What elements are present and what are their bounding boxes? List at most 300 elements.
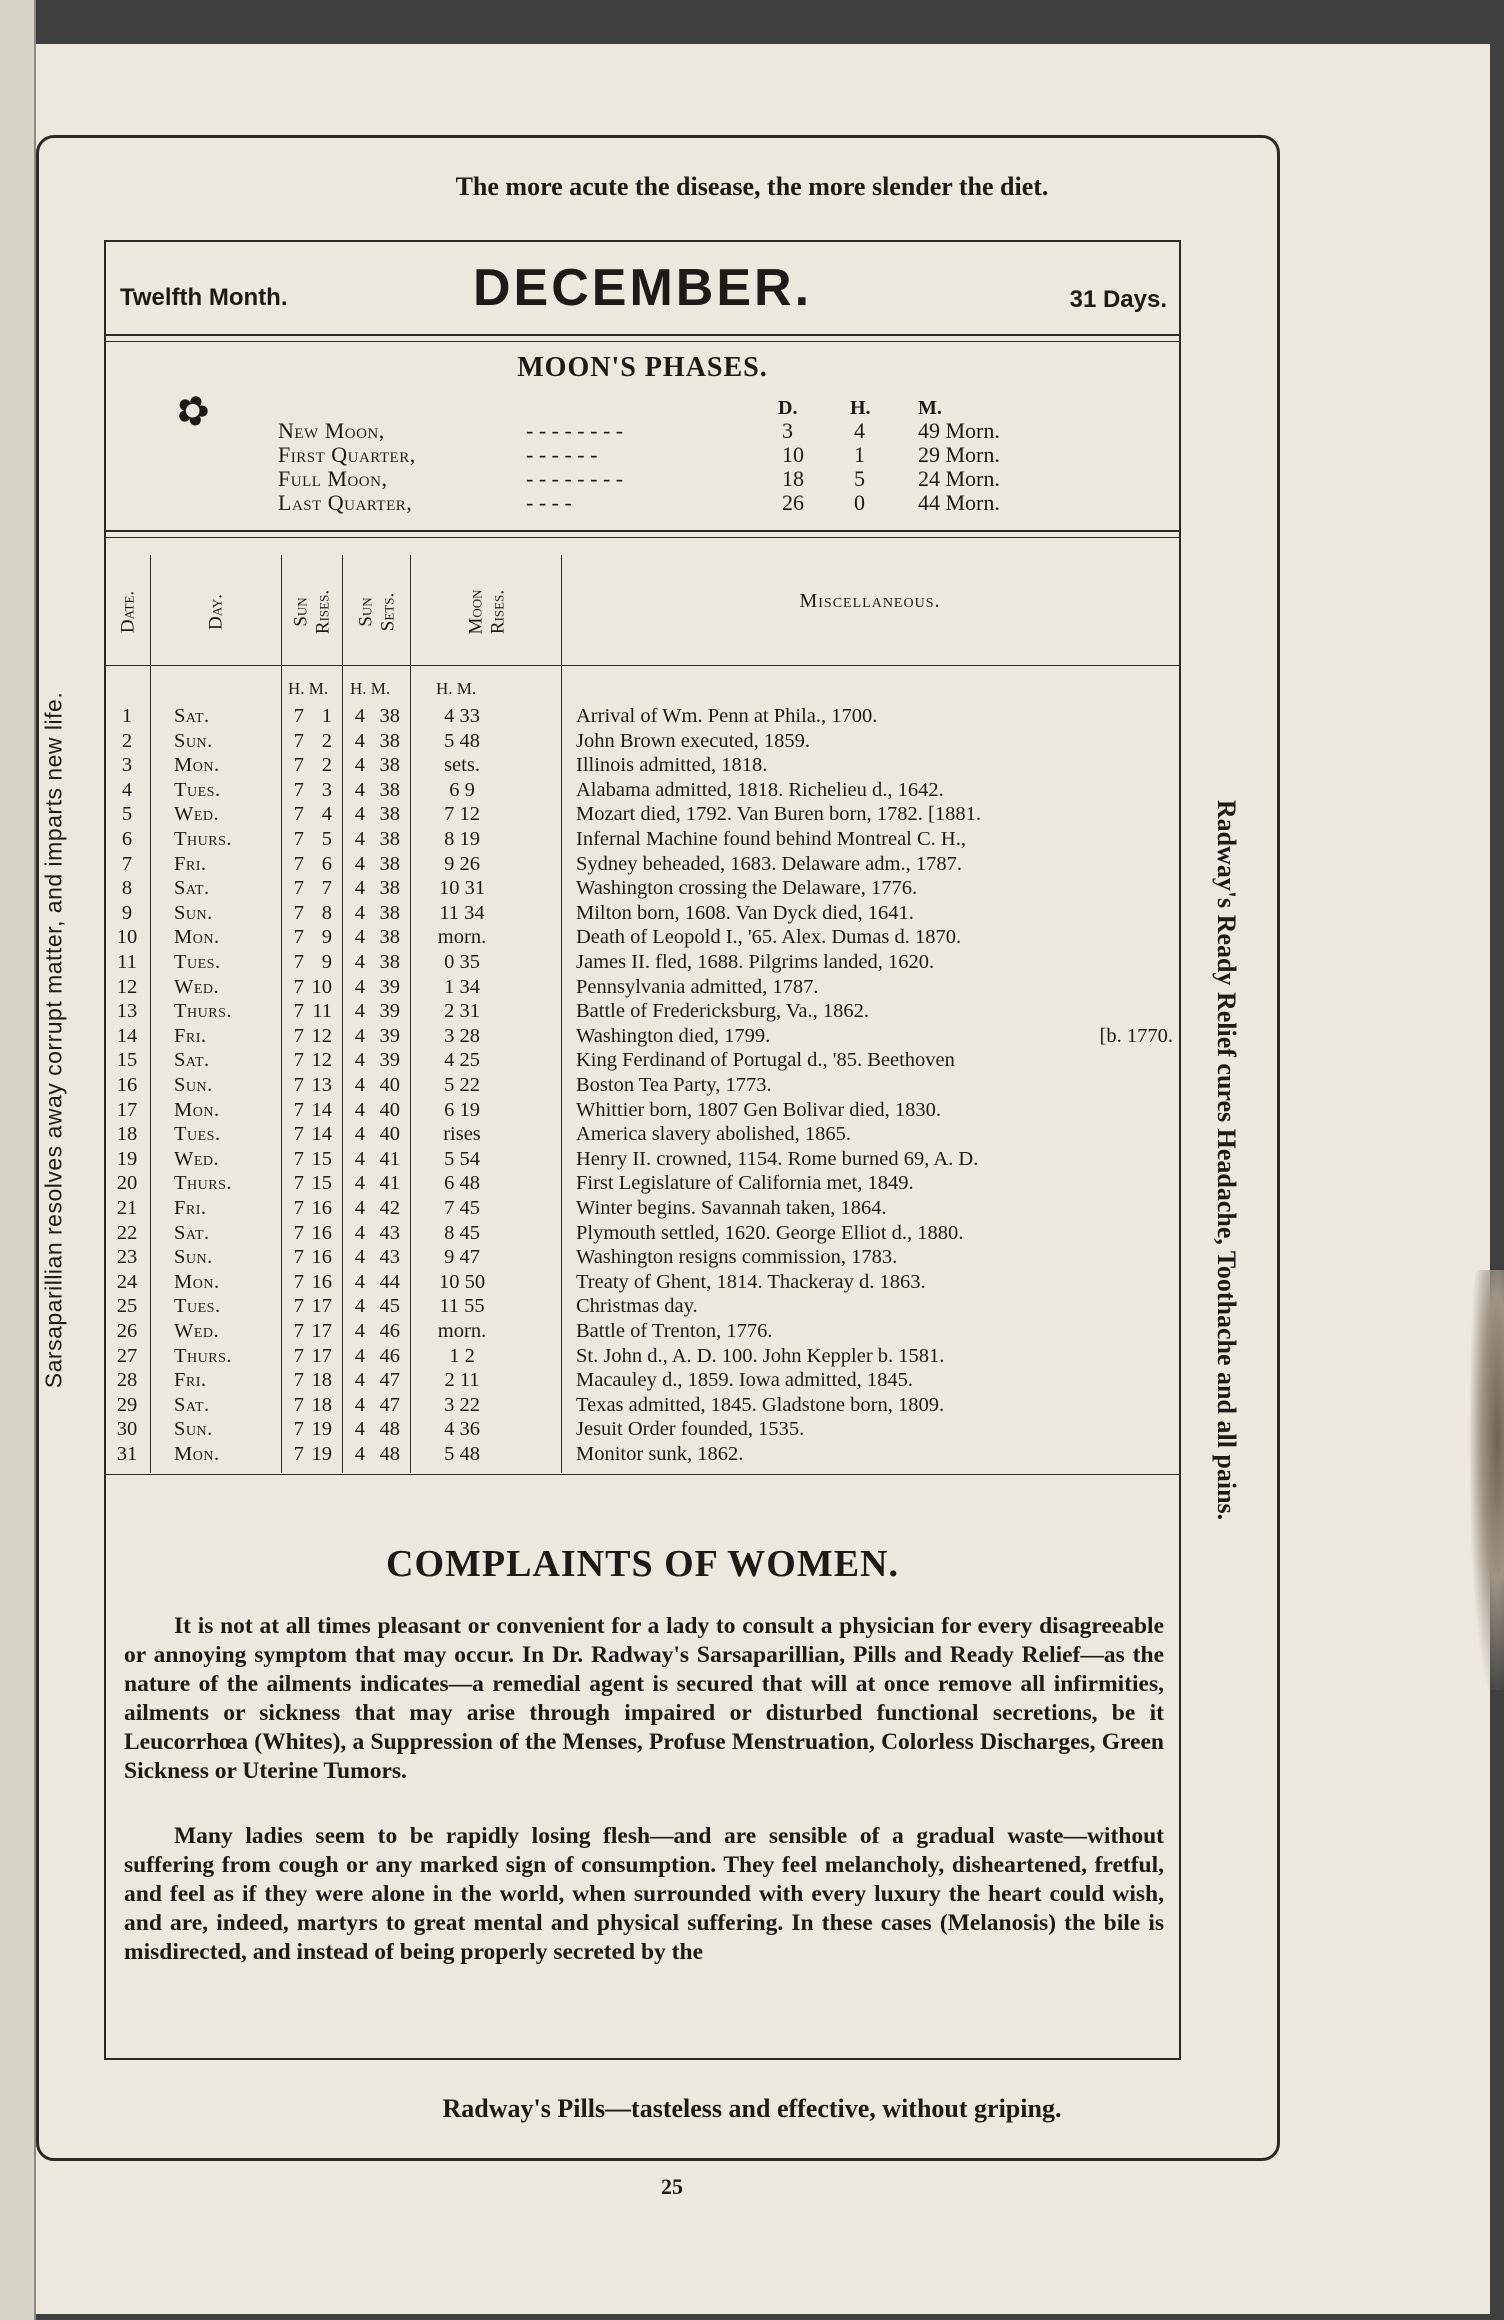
row-sun-rises-minute: 14 (311, 1123, 332, 1146)
row-miscellaneous: Macauley d., 1859. Iowa admitted, 1845. (576, 1369, 914, 1392)
row-sun-rises-hour: 7 (293, 1369, 304, 1392)
row-sun-rises-minute: 15 (311, 1147, 332, 1170)
complaints-paragraph-2: Many ladies seem to be rapidly losing flesh—and are sensible of a gradual waste—without suffering from cough or any marked sign of consumption. They feel melancholy, disheartened, fretful, and feel as if they were alone in the world, when surrounded with every luxury the heart could wish, and are, indeed, martyrs to great mental and physical suffering. In these cases (Melanosis) the bile is misdirected, and instead of being properly secreted by the (124, 1823, 1164, 1965)
moon-phase-day: 18 (782, 466, 804, 491)
row-miscellaneous: Washington resigns commission, 1783. (576, 1246, 898, 1269)
col-miscellaneous: Miscellaneous. (799, 590, 941, 612)
row-day: Sat. (174, 1393, 210, 1416)
row-sun-sets-minute: 46 (379, 1320, 400, 1342)
row-day: Mon. (174, 1270, 220, 1293)
row-date: 24 (116, 1270, 138, 1293)
row-day: Wed. (174, 1147, 220, 1170)
row-sun-sets-minute: 38 (379, 926, 400, 949)
row-sun-rises-hour: 7 (293, 828, 304, 850)
row-miscellaneous: Washington crossing the Delaware, 1776. (576, 877, 918, 900)
calendar-row (106, 1320, 1179, 1345)
row-sun-rises-hour: 7 (293, 1024, 304, 1047)
row-sun-sets-hour: 4 (354, 1197, 365, 1219)
row-miscellaneous: Texas admitted, 1845. Gladstone born, 1809. (576, 1393, 945, 1416)
row-sun-sets-hour: 4 (354, 778, 365, 801)
row-sun-sets-hour: 4 (354, 1344, 365, 1367)
row-sun-rises-minute: 14 (311, 1098, 332, 1121)
calendar-row (106, 1246, 1179, 1271)
row-date: 26 (116, 1320, 138, 1342)
row-miscellaneous: Illinois admitted, 1818. (576, 754, 768, 777)
row-sun-sets-hour: 4 (354, 1123, 365, 1146)
row-sun-rises-minute: 19 (311, 1443, 332, 1465)
row-sun-rises-hour: 7 (293, 926, 304, 949)
row-sun-rises-hour: 7 (293, 975, 304, 998)
row-date: 27 (116, 1344, 138, 1367)
row-sun-rises-hour: 7 (293, 1418, 304, 1441)
row-sun-rises-hour: 7 (293, 1147, 304, 1170)
row-sun-sets-minute: 38 (379, 951, 400, 973)
row-sun-sets-minute: 38 (379, 877, 400, 900)
row-sun-sets-hour: 4 (354, 852, 365, 875)
calendar-row (106, 1271, 1179, 1296)
row-sun-sets-minute: 38 (379, 729, 400, 752)
row-day: Mon. (174, 926, 220, 949)
moon-phase-row (106, 466, 1179, 491)
row-sun-sets-minute: 39 (379, 1024, 400, 1047)
row-date: 17 (116, 1098, 138, 1121)
row-sun-rises-minute: 1 (321, 705, 332, 727)
calendar-row (106, 951, 1179, 976)
row-day: Mon. (174, 1098, 220, 1121)
row-date: 29 (116, 1393, 138, 1416)
month-ordinal: Twelfth Month. (120, 284, 288, 311)
row-moon-rises: 3 22 (444, 1393, 480, 1416)
row-sun-rises-minute: 12 (311, 1024, 332, 1047)
row-date: 28 (116, 1369, 138, 1392)
row-sun-sets-minute: 44 (379, 1270, 400, 1293)
row-moon-rises: 3 28 (444, 1024, 480, 1047)
row-moon-rises: 9 26 (444, 852, 480, 875)
col-day: Day. (205, 593, 227, 631)
row-sun-rises-minute: 2 (321, 754, 332, 777)
moon-phase-minute: 24 Morn. (918, 466, 1000, 491)
row-date: 9 (121, 901, 133, 924)
row-sun-sets-hour: 4 (354, 1172, 365, 1195)
calendar-frame (104, 240, 1181, 2060)
row-date: 22 (116, 1221, 138, 1244)
row-sun-sets-minute: 48 (379, 1418, 400, 1441)
col-sun-sets-1: Sun (355, 597, 377, 627)
row-sun-rises-minute: 6 (321, 852, 332, 875)
row-day: Sun. (174, 729, 213, 752)
row-moon-rises: 6 9 (449, 778, 475, 801)
bottom-motto: Radway's Pills—tasteless and effective, without griping. (442, 2094, 1062, 2123)
row-sun-rises-minute: 5 (321, 828, 332, 850)
complaints-title: COMPLAINTS OF WOMEN. (386, 1543, 899, 1585)
row-moon-rises: 4 25 (444, 1049, 480, 1072)
row-date: 19 (116, 1147, 138, 1170)
row-sun-sets-minute: 40 (379, 1074, 400, 1096)
row-sun-sets-minute: 38 (379, 754, 400, 777)
row-sun-rises-minute: 17 (311, 1320, 332, 1342)
row-sun-sets-hour: 4 (354, 1393, 365, 1416)
row-moon-rises: 5 48 (444, 729, 480, 752)
row-sun-sets-minute: 38 (379, 852, 400, 875)
row-sun-sets-minute: 40 (379, 1098, 400, 1121)
row-sun-rises-hour: 7 (293, 1197, 304, 1219)
row-sun-rises-minute: 18 (311, 1393, 332, 1416)
row-sun-rises-minute: 7 (321, 877, 332, 900)
row-sun-sets-hour: 4 (354, 1024, 365, 1047)
row-miscellaneous: Jesuit Order founded, 1535. (576, 1418, 805, 1441)
col-moon-rises-2: Rises. (487, 589, 509, 635)
moon-phase-name: New Moon, (278, 418, 385, 443)
row-moon-rises: 1 2 (449, 1344, 475, 1367)
row-date: 31 (116, 1443, 138, 1465)
row-miscellaneous: James II. fled, 1688. Pilgrims landed, 1620. (576, 951, 935, 973)
row-moon-rises: 4 33 (444, 705, 480, 727)
row-moon-rises: sets. (444, 754, 480, 777)
moon-rule (106, 530, 1179, 538)
row-sun-sets-minute: 39 (379, 1000, 400, 1023)
moon-phases-title: MOON'S PHASES. (517, 352, 768, 383)
row-date: 8 (121, 877, 133, 900)
row-sun-sets-minute: 47 (379, 1393, 400, 1416)
row-sun-rises-hour: 7 (293, 1320, 304, 1342)
col-sun-sets-2: Sets. (377, 592, 399, 632)
row-sun-sets-hour: 4 (354, 926, 365, 949)
row-sun-rises-hour: 7 (293, 852, 304, 875)
row-sun-sets-minute: 46 (379, 1344, 400, 1367)
row-sun-sets-minute: 47 (379, 1369, 400, 1392)
row-sun-rises-minute: 3 (321, 778, 332, 801)
row-moon-rises: 5 48 (444, 1443, 480, 1465)
moon-phase-row (106, 442, 1179, 467)
calendar-row (106, 853, 1179, 878)
row-sun-rises-minute: 9 (321, 926, 332, 949)
moon-phase-minute: 29 Morn. (918, 442, 1000, 467)
row-moon-rises: morn. (437, 1320, 487, 1342)
row-moon-rises: 2 11 (444, 1369, 480, 1392)
row-day: Sat. (174, 877, 210, 900)
row-sun-sets-hour: 4 (354, 1443, 365, 1465)
row-miscellaneous: Washington died, 1799. (576, 1024, 771, 1047)
row-miscellaneous: Christmas day. (576, 1295, 698, 1318)
row-moon-rises: 2 31 (444, 1000, 480, 1023)
row-miscellaneous: Treaty of Ghent, 1814. Thackeray d. 1863. (576, 1270, 926, 1293)
row-sun-rises-minute: 15 (311, 1172, 332, 1195)
row-moon-rises: 6 48 (444, 1172, 480, 1195)
row-date: 2 (121, 729, 133, 752)
calendar-row (106, 1197, 1179, 1222)
col-sun-rises-2: Rises. (312, 589, 334, 635)
row-miscellaneous: St. John d., A. D. 100. John Keppler b. 1581. (576, 1344, 945, 1367)
row-date: 11 (117, 951, 137, 973)
moon-phase-minute: 49 Morn. (918, 418, 1000, 443)
row-day: Tues. (174, 1123, 221, 1146)
row-sun-sets-hour: 4 (354, 1369, 365, 1392)
row-sun-rises-minute: 16 (311, 1221, 332, 1244)
row-sun-sets-minute: 39 (379, 1049, 400, 1072)
moon-phase-name: Last Quarter, (278, 490, 413, 515)
row-day: Sat. (174, 1049, 210, 1072)
row-moon-rises: 10 31 (438, 877, 486, 900)
calendar-row (106, 1345, 1179, 1370)
month-title: DECEMBER. (472, 259, 813, 317)
row-moon-rises: 8 45 (444, 1221, 480, 1244)
moon-phase-name: First Quarter, (278, 442, 416, 467)
col-sun-rises-1: Sun (290, 597, 312, 627)
hm-moon: H. M. (436, 679, 477, 698)
calendar-row (106, 1123, 1179, 1148)
calendar-row (106, 926, 1179, 951)
row-sun-sets-hour: 4 (354, 1270, 365, 1293)
calendar-row (106, 1222, 1179, 1247)
row-sun-sets-hour: 4 (354, 1320, 365, 1342)
moon-phase-row (106, 490, 1179, 515)
calendar-row (106, 976, 1179, 1001)
row-day: Thurs. (174, 828, 232, 850)
row-date: 18 (116, 1123, 138, 1146)
row-sun-rises-minute: 18 (311, 1369, 332, 1392)
row-sun-sets-hour: 4 (354, 1418, 365, 1441)
month-header (106, 242, 1179, 337)
row-sun-sets-hour: 4 (354, 705, 365, 727)
calendar-row (106, 1418, 1179, 1443)
row-sun-sets-hour: 4 (354, 1221, 365, 1244)
row-day: Fri. (174, 1197, 207, 1219)
row-date: 3 (121, 754, 133, 777)
row-miscellaneous: Battle of Fredericksburg, Va., 1862. (576, 1000, 870, 1023)
calendar-row (106, 828, 1179, 853)
calendar-row (106, 1049, 1179, 1074)
row-sun-rises-hour: 7 (293, 1443, 304, 1465)
row-sun-rises-hour: 7 (293, 754, 304, 777)
row-day: Thurs. (174, 1172, 232, 1195)
row-sun-rises-hour: 7 (293, 1344, 304, 1367)
row-day: Wed. (174, 803, 220, 826)
row-miscellaneous: Infernal Machine found behind Montreal C. H., (576, 828, 966, 850)
row-moon-rises: 7 45 (444, 1197, 480, 1219)
row-date: 14 (116, 1024, 138, 1047)
moon-phase-hour: 5 (854, 466, 865, 491)
row-sun-rises-hour: 7 (293, 1123, 304, 1146)
row-date: 15 (116, 1049, 138, 1072)
row-sun-sets-minute: 38 (379, 803, 400, 826)
row-miscellaneous: Milton born, 1608. Van Dyck died, 1641. (576, 901, 914, 924)
row-sun-sets-hour: 4 (354, 877, 365, 900)
col-moon-rises-1: Moon (465, 589, 487, 635)
top-motto: The more acute the disease, the more slender the diet. (455, 172, 1049, 201)
row-miscellaneous: Arrival of Wm. Penn at Phila., 1700. (576, 705, 878, 727)
row-date: 7 (121, 852, 133, 875)
row-day: Sun. (174, 1418, 213, 1441)
row-day: Mon. (174, 1443, 220, 1465)
calendar-row (106, 1074, 1179, 1099)
row-sun-rises-hour: 7 (293, 951, 304, 973)
row-sun-rises-hour: 7 (293, 877, 304, 900)
row-sun-sets-hour: 4 (354, 828, 365, 850)
row-miscellaneous: Battle of Trenton, 1776. (576, 1320, 773, 1342)
page-number: 25 (661, 2174, 683, 2199)
row-date: 25 (116, 1295, 138, 1318)
row-note: [b. 1770. (1099, 1024, 1173, 1047)
row-day: Wed. (174, 1320, 220, 1342)
facing-page-edge (0, 0, 36, 2320)
row-date: 30 (116, 1418, 138, 1441)
row-miscellaneous: America slavery abolished, 1865. (576, 1123, 851, 1146)
row-moon-rises: 8 19 (444, 828, 480, 850)
moon-phase-leader: - - - - - - - - (526, 466, 624, 491)
row-moon-rises: 5 22 (444, 1074, 480, 1096)
frame-bottom-rule (106, 2058, 1179, 2059)
row-day: Sat. (174, 705, 210, 727)
row-day: Sun. (174, 1246, 213, 1269)
row-sun-sets-hour: 4 (354, 975, 365, 998)
row-sun-rises-hour: 7 (293, 1074, 304, 1096)
hm-sun-rises: H. M. (288, 679, 329, 698)
moon-phase-leader: - - - - - - (526, 442, 598, 467)
row-miscellaneous: Henry II. crowned, 1154. Rome burned 69, A. D. (576, 1147, 979, 1170)
row-date: 5 (121, 803, 133, 826)
row-sun-sets-minute: 38 (379, 828, 400, 850)
moon-phase-day: 3 (782, 418, 793, 443)
row-date: 20 (116, 1172, 138, 1195)
row-sun-rises-minute: 16 (311, 1270, 332, 1293)
row-date: 10 (116, 926, 138, 949)
row-miscellaneous: Whittier born, 1807 Gen Bolivar died, 1830. (576, 1098, 941, 1121)
row-day: Tues. (174, 951, 221, 973)
row-sun-rises-hour: 7 (293, 1000, 304, 1023)
row-day: Tues. (174, 778, 221, 801)
row-sun-rises-minute: 2 (321, 729, 332, 752)
row-moon-rises: 0 35 (444, 951, 480, 973)
row-sun-rises-minute: 16 (311, 1197, 332, 1219)
row-miscellaneous: Death of Leopold I., '65. Alex. Dumas d. 1870. (576, 926, 962, 949)
row-moon-rises: 10 50 (438, 1270, 486, 1293)
row-sun-sets-hour: 4 (354, 1098, 365, 1121)
row-sun-sets-minute: 41 (379, 1172, 400, 1195)
row-sun-rises-hour: 7 (293, 729, 304, 752)
row-date: 13 (116, 1000, 138, 1023)
row-sun-sets-minute: 38 (379, 705, 400, 727)
moon-col-d: D. (778, 397, 798, 419)
row-moon-rises: 9 47 (444, 1246, 480, 1269)
row-date: 21 (116, 1197, 138, 1219)
row-day: Thurs. (174, 1344, 232, 1367)
row-day: Fri. (174, 1024, 207, 1047)
row-sun-rises-hour: 7 (293, 1393, 304, 1416)
row-miscellaneous: John Brown executed, 1859. (576, 729, 810, 752)
row-sun-sets-minute: 40 (379, 1123, 400, 1146)
row-sun-rises-minute: 19 (311, 1418, 332, 1441)
row-sun-sets-hour: 4 (354, 1049, 365, 1072)
hm-sun-sets: H. M. (350, 679, 391, 698)
row-moon-rises: 11 55 (439, 1295, 485, 1318)
moon-sketch-icon: ✿ (169, 383, 217, 438)
row-sun-rises-hour: 7 (293, 1098, 304, 1121)
calendar-row (106, 1394, 1179, 1419)
row-moon-rises: 7 12 (444, 803, 480, 826)
calendar-row (106, 1025, 1179, 1050)
row-sun-rises-minute: 11 (312, 1000, 332, 1023)
row-sun-rises-hour: 7 (293, 901, 304, 924)
row-miscellaneous: Monitor sunk, 1862. (576, 1443, 744, 1465)
row-miscellaneous: First Legislature of California met, 1849. (576, 1172, 914, 1195)
calendar-row (106, 1000, 1179, 1025)
calendar-row (106, 779, 1179, 804)
moon-col-h: H. (850, 397, 871, 419)
column-header-rule (106, 665, 1179, 666)
row-sun-sets-minute: 48 (379, 1443, 400, 1465)
row-sun-sets-hour: 4 (354, 901, 365, 924)
row-sun-sets-hour: 4 (354, 951, 365, 973)
row-sun-sets-minute: 43 (379, 1246, 400, 1269)
calendar-row (106, 730, 1179, 755)
calendar-row (106, 1148, 1179, 1173)
row-day: Tues. (174, 1295, 221, 1318)
row-sun-sets-minute: 38 (379, 778, 400, 801)
calendar-row (106, 902, 1179, 927)
row-date: 12 (116, 975, 138, 998)
row-sun-rises-minute: 13 (311, 1074, 332, 1096)
row-sun-sets-minute: 45 (379, 1295, 400, 1318)
moon-phase-name: Full Moon, (278, 466, 388, 491)
row-sun-rises-minute: 17 (311, 1344, 332, 1367)
row-sun-sets-hour: 4 (354, 1147, 365, 1170)
row-day: Sun. (174, 1074, 213, 1096)
complaints-paragraph-1: It is not at all times pleasant or convenient for a lady to consult a physician for every disagreeable or annoying symptom that may occur. In Dr. Radway's Sarsaparillian, Pills and Ready Relief—as the nature of the ailments indicates—a remedial agent is secured that will at once remove all infirmities, ailments or sickness that may arise through impaired or disturbed functional secretions, be it Leucorrhœa (Whites), a Suppression of the Menses, Profuse Menstruation, Colorless Discharges, Green Sickness or Uterine Tumors. (124, 1613, 1164, 1784)
row-moon-rises: 6 19 (444, 1098, 480, 1121)
calendar-row (106, 877, 1179, 902)
header-rule (106, 334, 1179, 342)
row-miscellaneous: Boston Tea Party, 1773. (576, 1074, 772, 1096)
row-moon-rises: 11 34 (439, 901, 485, 924)
row-sun-sets-minute: 42 (379, 1197, 400, 1219)
row-day: Fri. (174, 852, 207, 875)
moon-phase-leader: - - - - (526, 490, 572, 515)
moon-col-m: M. (918, 397, 942, 419)
row-sun-sets-hour: 4 (354, 1246, 365, 1269)
row-date: 1 (121, 705, 133, 727)
row-miscellaneous: Plymouth settled, 1620. George Elliot d., 1880. (576, 1221, 964, 1244)
days-count: 31 Days. (1069, 286, 1167, 313)
calendar-row (106, 705, 1179, 730)
row-date: 4 (121, 778, 133, 801)
row-date: 16 (116, 1074, 138, 1096)
row-sun-sets-minute: 41 (379, 1147, 400, 1170)
calendar-row (106, 754, 1179, 779)
calendar-row (106, 1099, 1179, 1124)
row-sun-sets-minute: 38 (379, 901, 400, 924)
moon-phase-day: 10 (782, 442, 804, 467)
row-sun-rises-hour: 7 (293, 1295, 304, 1318)
row-sun-sets-hour: 4 (354, 729, 365, 752)
row-moon-rises: rises (443, 1123, 481, 1146)
row-sun-sets-minute: 39 (379, 975, 400, 998)
row-miscellaneous: Mozart died, 1792. Van Buren born, 1782. [1881. (576, 803, 982, 826)
row-moon-rises: morn. (437, 926, 487, 949)
row-sun-sets-hour: 4 (354, 803, 365, 826)
moon-phase-minute: 44 Morn. (918, 490, 1000, 515)
row-sun-rises-hour: 7 (293, 778, 304, 801)
row-miscellaneous: King Ferdinand of Portugal d., '85. Beethoven (576, 1049, 955, 1072)
moon-phase-day: 26 (782, 490, 804, 515)
row-date: 6 (121, 828, 133, 850)
row-moon-rises: 4 36 (444, 1418, 480, 1441)
row-sun-rises-hour: 7 (293, 1246, 304, 1269)
row-sun-rises-minute: 9 (321, 951, 332, 973)
table-bottom-rule (106, 1474, 1179, 1475)
moon-phase-hour: 1 (854, 442, 865, 467)
row-sun-rises-hour: 7 (293, 1172, 304, 1195)
col-date: Date. (117, 590, 139, 634)
